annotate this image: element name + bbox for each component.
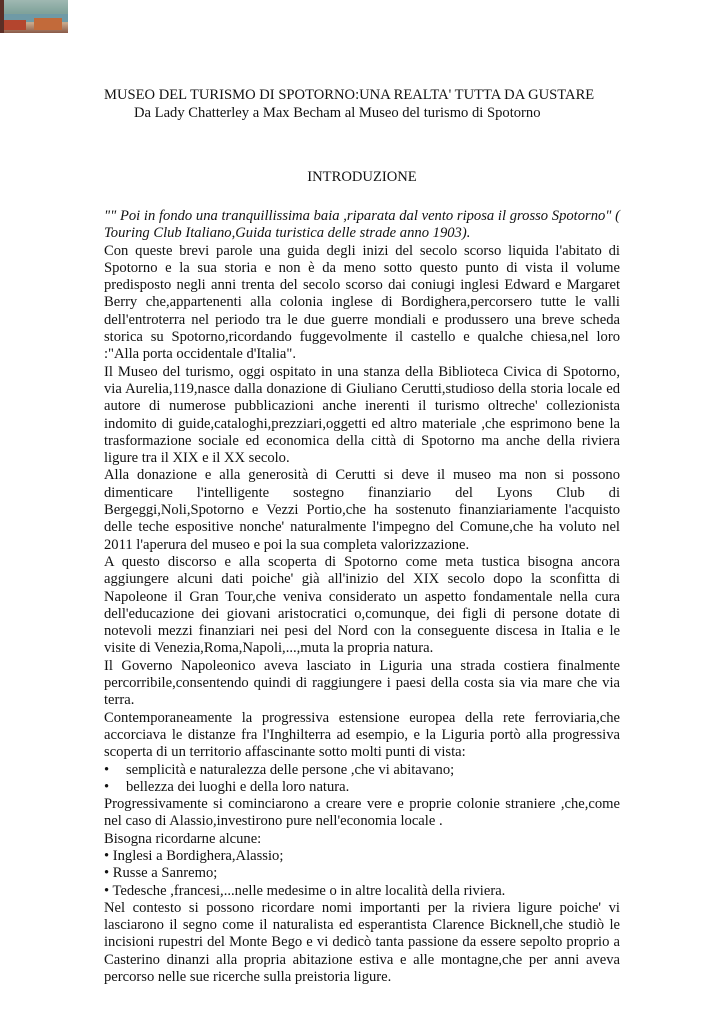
document-body	[104, 208, 620, 986]
bullet-dot: •	[104, 761, 110, 778]
paragraph: Contemporaneamente la progressiva estensione europea della rete ferroviaria,che accorciava le distanze fra l'Inghilterra ad esempio, e la Liguria portò alla progressiva scoperta di un territorio affascinante sotto molti punti di vista:	[104, 709, 620, 761]
colony-item: • Russe a Sanremo;	[104, 865, 218, 882]
bullet-dot: •	[104, 778, 110, 795]
document-subtitle: Da Lady Chatterley a Max Becham al Museo del turismo di Spotorno	[134, 105, 541, 121]
section-title: INTRODUZIONE	[307, 169, 417, 185]
header-thumbnail-image	[0, 0, 68, 33]
paragraph: Con queste brevi parole una guida degli inizi del secolo scorso liquida l'abitato di Spotorno e la sua storia e non è da meno sotto questo punto di vista il volume predisposto negli anni trenta del secolo scorso dai coniugi inglesi Edward e Margaret Berry che,appartenenti alla colonia inglese di Bordighera,percorsero tutte le valli dell'entroterra nel periodo tra le due guerre mondiali e produssero una breve scheda storica su Spotorno,ricordando fuggevolmente il castello e qualche chiesa,nel loro :"Alla porta occidentale d'Italia".	[104, 242, 620, 363]
bullet-item	[104, 779, 620, 796]
thumbnail-roof-2	[34, 18, 62, 30]
colony-item: • Tedesche ,francesi,...nelle medesime o in altre località della riviera.	[104, 882, 506, 899]
document-page	[104, 86, 620, 986]
closing-paragraph: Nel contesto si possono ricordare nomi importanti per la riviera ligure poiche' vi lasciarono il segno come il naturalista ed esperantista Clarence Bicknell,che studiò le incisioni rupestri del Monte Bego e vi dedicò tanta passione da essere sepolto proprio a Casterino dinanzi alla propria abitazione estiva e alle montagne,che per anni aveva percorso nelle sue ricerche sulla preistoria ligure.	[104, 899, 620, 986]
opening-quote: "" Poi in fondo una tranquillissima baia ,riparata dal vento riposa il grosso Spotorno" ( Touring Club Italiano,Guida turistica delle strade anno 1903).	[104, 208, 620, 242]
thumbnail-roof	[4, 20, 26, 30]
paragraph: Il Museo del turismo, oggi ospitato in una stanza della Biblioteca Civica di Spotorno, via Aurelia,119,nasce dalla donazione di Giuliano Cerutti,studioso della storia locale ed autore di numerose pubblicazioni anche inerenti il turismo oltreche' collezionista indomito di guide,cataloghi,prezziari,oggetti ed altro materiale ,che esprimono bene la trasformazione sociale ed economica della città di Spotorno ma anche della riviera ligure tra il XIX e il XX secolo.	[104, 363, 620, 467]
document-title: MUSEO DEL TURISMO DI SPOTORNO:UNA REALTA' TUTTA DA GUSTARE	[104, 87, 595, 103]
bullet-item	[104, 762, 620, 779]
bullet-text: bellezza dei luoghi e della loro natura.	[126, 778, 350, 795]
paragraph: Progressivamente si cominciarono a creare vere e proprie colonie straniere ,che,come nel caso di Alassio,investirono pure nell'economia locale .	[104, 796, 620, 830]
paragraph: Alla donazione e alla generosità di Cerutti si deve il museo ma non si possono dimenticare l'intelligente sostegno finanziario del Lyons Club di Bergeggi,Noli,Spotorno e Vezzi Portio,che ha sostenuto finanziariamente l'acquisto delle teche espositive nonche' naturalmente l'impegno del Comune,che ha voluto nel 2011 l'aperura del museo e poi la sua completa valorizzazione.	[104, 467, 620, 553]
paragraph: A questo discorso e alla scoperta di Spotorno come meta tustica bisogna ancora aggiungere alcuni dati poiche' già all'inizio del XIX secolo dopo la sconfitta di Napoleone il Gran Tour,che veniva considerato un aspetto fondamentale nella cura dell'educazione dei giovani aristocratici o,comunque, dei figli di persone dotate di notevoli mezzi finanziari nei pesi del Nord con la conseguente discesa in Italia e le visite di Venezia,Roma,Napoli,...,muta la propria natura.	[104, 553, 620, 657]
paragraph: Il Governo Napoleonico aveva lasciato in Liguria una strada costiera finalmente percorribile,consentendo quindi di raggiungere i paesi della costa sia via mare che via terra.	[104, 657, 620, 709]
bullet-text: semplicità e naturalezza delle persone ,che vi abitavano;	[126, 761, 455, 778]
colonies-intro: Bisogna ricordarne alcune:	[104, 830, 262, 847]
colony-item: • Inglesi a Bordighera,Alassio;	[104, 847, 284, 864]
thumbnail-edge	[0, 0, 4, 33]
